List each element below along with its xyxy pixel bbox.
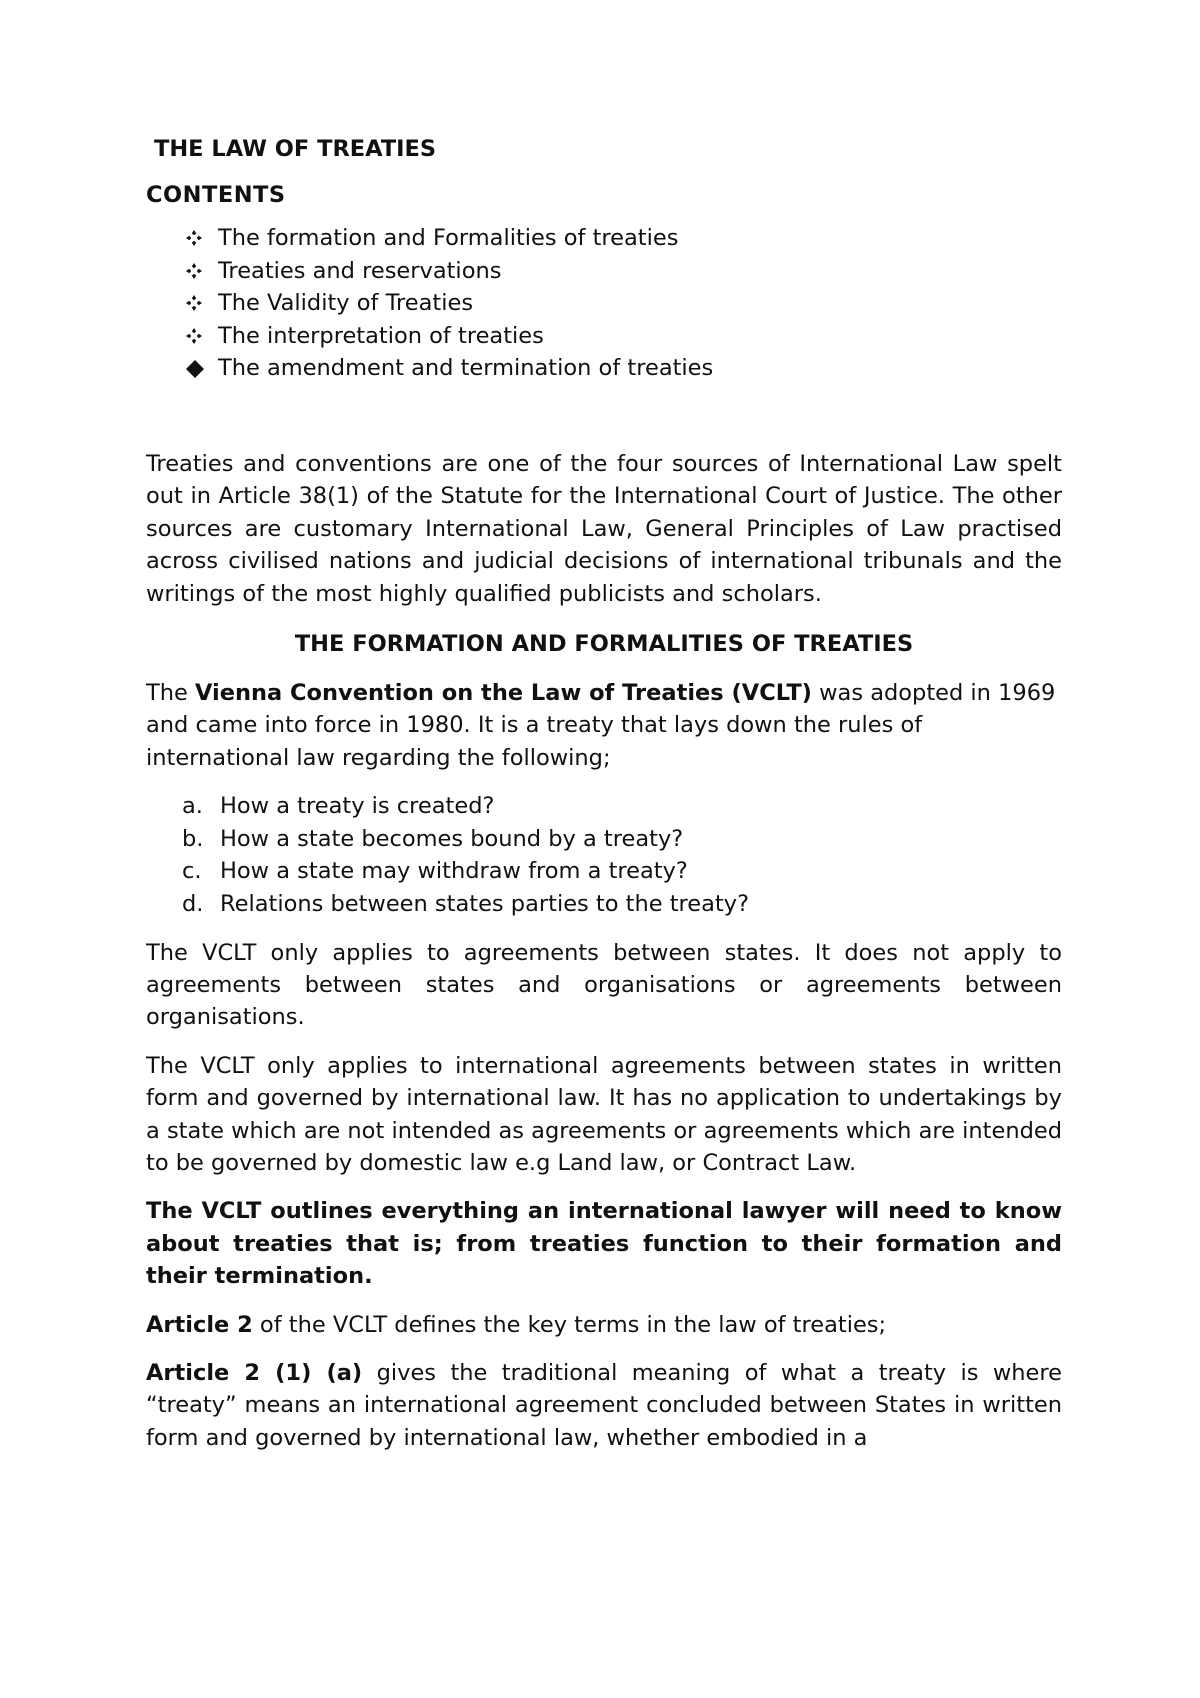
contents-heading: CONTENTS xyxy=(146,182,286,208)
written-form-paragraph: The VCLT only applies to international agreements between states in written form and governed by international law. It has no application to undertakings by a state which are not intended as agreements or agreements which are intended to be governed by domestic law e.g Land law, or Contract Law. xyxy=(146,1052,1062,1177)
solid-diamond-icon xyxy=(186,360,218,378)
article2-text: of the VCLT defines the key terms in the law of treaties; xyxy=(252,1311,887,1338)
list-marker: a. xyxy=(182,793,203,820)
list-item-text: How a state may withdraw from a treaty? xyxy=(220,858,688,885)
contents-item-label: The interpretation of treaties xyxy=(218,322,544,349)
list-item xyxy=(182,855,1062,888)
intro-paragraph: Treaties and conventions are one of the four sources of International Law spelt out in Article 38(1) of the Statute for the International Court of Justice. The other sources are customary International Law, General Principles of Law practised across civilised nations and judicial decisions of international tribunals and the writings of the most highly qualified publicists and scholars. xyxy=(146,450,1062,607)
diamond-star-icon xyxy=(186,230,218,246)
document-title: THE LAW OF TREATIES xyxy=(154,136,437,162)
section-heading: THE FORMATION AND FORMALITIES OF TREATIES xyxy=(294,631,914,657)
diamond-star-icon xyxy=(186,263,218,279)
list-marker: c. xyxy=(182,858,202,885)
article2-label: Article 2 xyxy=(146,1311,253,1338)
contents-item-label: The Validity of Treaties xyxy=(218,290,474,317)
diamond-star-icon xyxy=(186,295,218,311)
list-marker: b. xyxy=(182,825,204,852)
outlines-paragraph xyxy=(146,1195,1062,1292)
contents-item-label: The amendment and termination of treaties xyxy=(218,355,714,382)
list-item-text: Relations between states parties to the treaty? xyxy=(220,891,750,917)
vclt-intro-pre: The xyxy=(146,680,195,706)
outlines-bold-text: The VCLT outlines everything an international lawyer will need to know about treaties that is; from treaties function to their formation and their termination. xyxy=(146,1198,1062,1290)
contents-item-label: Treaties and reservations xyxy=(218,257,502,284)
list-marker: d. xyxy=(182,891,204,917)
article2-1a-paragraph xyxy=(146,1357,1062,1454)
document-page xyxy=(146,132,1062,1454)
list-item xyxy=(182,888,1062,921)
contents-item xyxy=(186,255,1062,288)
list-item-text: How a state becomes bound by a treaty? xyxy=(220,825,684,852)
article2-1a-text: gives the traditional meaning of what a treaty is where “treaty” means an international agreement concluded between States in written form and governed by international law, whether embodied in a xyxy=(146,1360,1062,1451)
contents-item xyxy=(186,320,1062,353)
list-item xyxy=(182,823,1062,856)
contents-item xyxy=(186,222,1062,255)
list-item xyxy=(182,790,1062,823)
vclt-intro-post: was adopted in 1969 and came into force in 1980. It is a treaty that lays down the rules of international law regarding the following; xyxy=(146,680,1056,771)
contents-item-label: The formation and Formalities of treaties xyxy=(218,225,679,251)
vclt-intro-paragraph xyxy=(146,677,1062,774)
article2-1a-label: Article 2 (1) (a) xyxy=(146,1360,363,1387)
diamond-star-icon xyxy=(186,328,218,344)
list-item-text: How a treaty is created? xyxy=(220,793,495,820)
contents-item xyxy=(186,287,1062,320)
states-only-paragraph: The VCLT only applies to agreements between states. It does not apply to agreements between states and organisations or agreements between organisations. xyxy=(146,939,1062,1031)
contents-item xyxy=(186,352,1062,385)
article2-paragraph xyxy=(146,1309,1062,1341)
contents-list xyxy=(146,222,1062,385)
vclt-name: Vienna Convention on the Law of Treaties (VCLT) xyxy=(195,680,812,706)
questions-list xyxy=(146,790,1062,920)
